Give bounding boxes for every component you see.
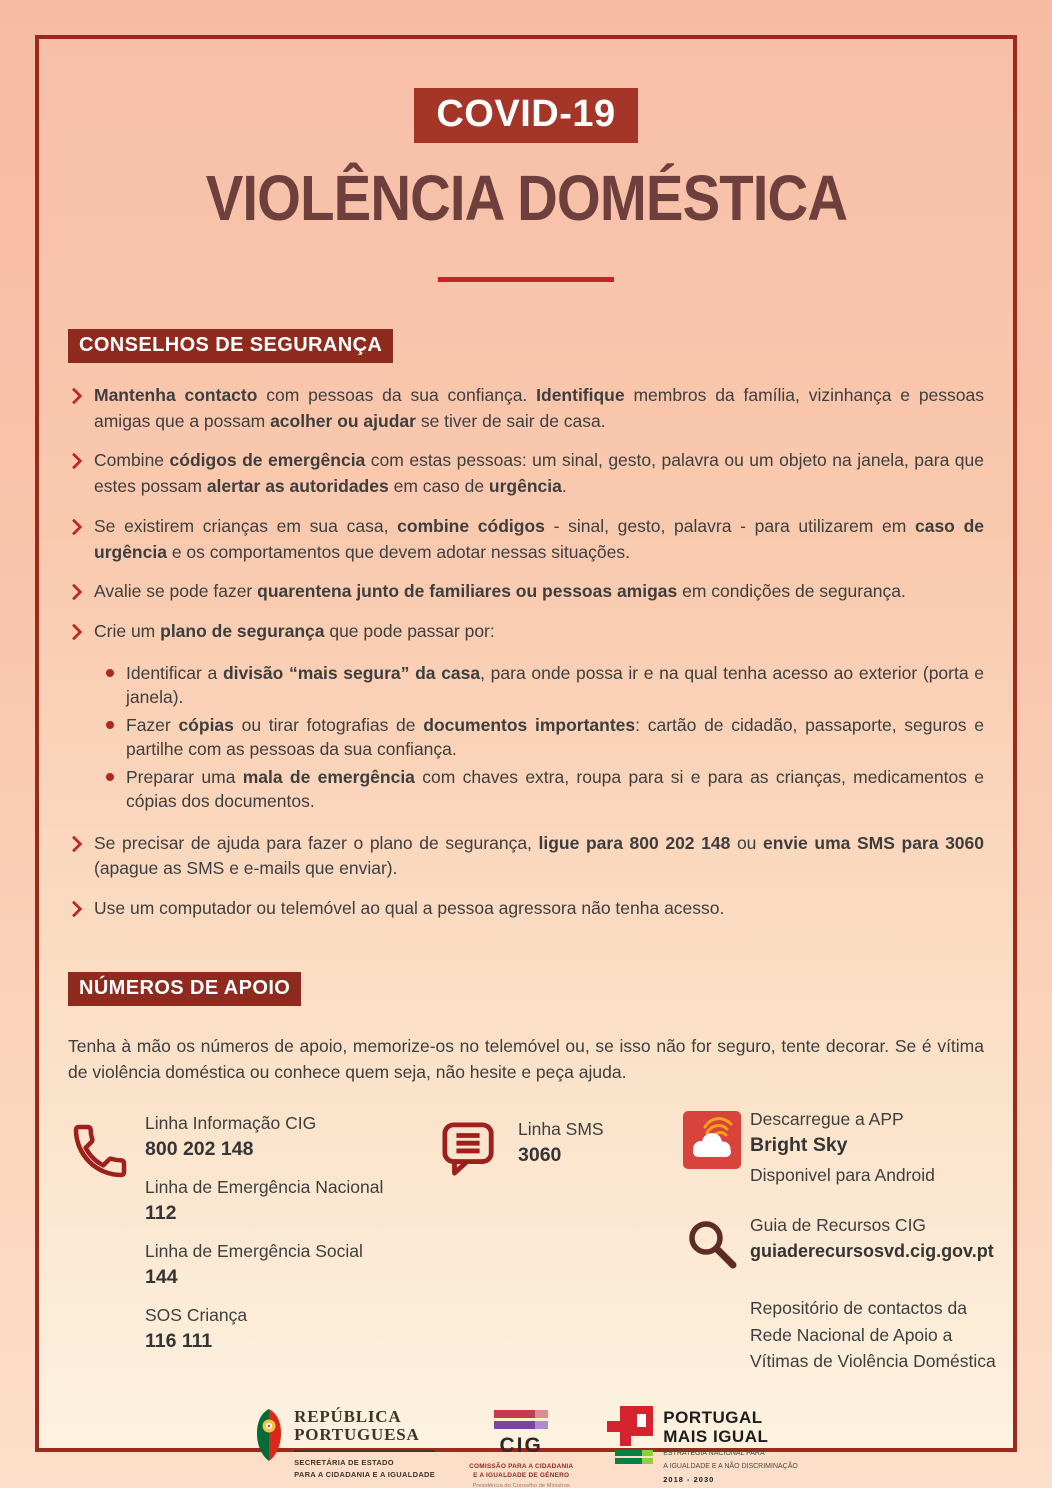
rp-rule	[294, 1450, 435, 1452]
page-title	[68, 163, 984, 251]
sms-bubble-icon	[440, 1121, 498, 1182]
pmi-sub1: ESTRATÉGIA NACIONAL PARA	[663, 1449, 765, 1457]
title-divider	[438, 277, 614, 282]
sub-bullet-text: Fazer cópias ou tirar fotografias de documentos importantes: cartão de cidadão, passaporte, seguros e partilhe com as pessoas da sua confiança.	[126, 714, 984, 760]
dot-bullet-icon	[106, 721, 114, 729]
bullet-text: Combine códigos de emergência com estas pessoas: um sinal, gesto, palavra ou um objeto na janela, para que estes possam alertar as autoridades em caso de urgência.	[94, 450, 984, 497]
rp-sub1: SECRETÁRIA DE ESTADO	[294, 1457, 394, 1467]
safety-sub-list	[94, 661, 984, 814]
phone-line-item	[145, 1113, 383, 1161]
sub-bullet-text: Preparar uma mala de emergência com chaves extra, roupa para si e para as crianças, medicamentos e cópias dos documentos.	[126, 766, 985, 812]
chevron-bullet-icon	[66, 624, 83, 641]
footer-logos	[39, 1406, 1013, 1488]
portugal-mais-igual-logo	[607, 1406, 798, 1484]
rp-sub2: PARA A CIDADANIA E A IGUALDADE	[294, 1469, 436, 1479]
chevron-bullet-icon	[66, 835, 83, 852]
poster-frame	[35, 35, 1017, 1488]
bullet-body	[94, 831, 984, 882]
pmi-name-line1: PORTUGAL	[663, 1407, 763, 1427]
dot-bullet-icon	[106, 669, 114, 677]
safety-bullet	[68, 619, 984, 817]
poster-content	[39, 88, 1013, 1488]
sms-line	[518, 1119, 604, 1167]
bullet-text: Se precisar de ajuda para fazer o plano de segurança, ligue para 800 202 148 ou envie uma SMS para 3060 (apague as SMS e e-mails que enviar).	[94, 832, 985, 879]
sub-bullet-text: Identificar a divisão “mais segura” da casa, para onde possa ir e na qual tenha acesso ao exterior (porta e janela).	[126, 662, 984, 708]
cig-bar-red	[494, 1410, 548, 1418]
dot-bullet-icon	[106, 773, 114, 781]
pmi-p-icon	[607, 1406, 653, 1469]
safety-bullet-list	[68, 383, 984, 922]
bullet-body	[94, 619, 984, 817]
portugal-flag-icon	[254, 1406, 284, 1469]
phone-lines	[145, 1113, 383, 1369]
phone-line-number: 144	[145, 1266, 178, 1289]
page-title-text: VIOLÊNCIA DOMÉSTICA	[205, 162, 847, 234]
covid-badge: COVID-19	[414, 88, 637, 143]
sms-label: Linha SMS	[518, 1119, 604, 1140]
guide-block	[750, 1215, 1012, 1374]
bright-sky-app-icon	[683, 1111, 741, 1174]
safety-sub-bullet	[106, 713, 984, 762]
search-icon	[683, 1215, 739, 1276]
app-name: Bright Sky	[750, 1134, 848, 1157]
cig-bar-purple	[494, 1421, 548, 1429]
phone-line-label: Linha Informação CIG	[145, 1113, 317, 1134]
bullet-body	[94, 896, 984, 922]
bullet-text: Mantenha contacto com pessoas da sua confiança. Identifique membros da família, vizinhança e pessoas amigas que a possam acolher ou ajudar se tiver de sair de casa.	[94, 385, 985, 431]
chevron-bullet-icon	[66, 453, 83, 470]
support-contacts	[68, 1107, 996, 1407]
section-header-support: NÚMEROS DE APOIO	[68, 972, 301, 1006]
app-line1: Descarregue a APP	[750, 1109, 904, 1130]
section-header-safety: CONSELHOS DE SEGURANÇA	[68, 329, 393, 363]
phone-line-number: 800 202 148	[145, 1138, 254, 1161]
safety-bullet	[68, 896, 984, 922]
cig-logo	[469, 1406, 573, 1488]
safety-bullet	[68, 514, 984, 565]
bullet-body	[94, 514, 984, 565]
cig-sub2: E A IGUALDADE DE GÉNERO	[473, 1472, 570, 1480]
pmi-sub2: A IGUALDADE E A NÃO DISCRIMINAÇÃO	[663, 1463, 798, 1471]
chevron-bullet-icon	[66, 584, 83, 601]
chevron-bullet-icon	[66, 901, 83, 918]
support-intro: Tenha à mão os números de apoio, memorize-os no telemóvel ou, se isso não for seguro, tente decorar. Se é vítima de violência doméstica ou conhece quem seja, não hesite e peça ajuda.	[68, 1035, 984, 1083]
phone-line-item	[145, 1177, 383, 1225]
phone-line-number: 116 111	[145, 1330, 213, 1353]
bullet-text: Use um computador ou telemóvel ao qual a pessoa agressora não tenha acesso.	[94, 898, 725, 919]
app-block	[750, 1109, 935, 1186]
safety-bullet	[68, 383, 984, 434]
safety-bullet	[68, 579, 984, 605]
rp-name-line1: REPÚBLICA	[294, 1406, 402, 1426]
bullet-body	[94, 579, 984, 605]
phone-line-label: Linha de Emergência Social	[145, 1241, 363, 1262]
rp-text	[294, 1406, 435, 1481]
pmi-years: 2018 - 2030	[663, 1474, 715, 1484]
chevron-bullet-icon	[66, 388, 83, 405]
bullet-body	[94, 383, 984, 434]
phone-line-number: 112	[145, 1202, 177, 1225]
bullet-text: Avalie se pode fazer quarentena junto de familiares ou pessoas amigas em condições de segurança.	[94, 581, 906, 602]
cig-sub1: COMISSÃO PARA A CIDADANIA	[469, 1462, 574, 1470]
bullet-body	[94, 448, 984, 499]
bullet-text: Crie um plano de segurança que pode passar por:	[94, 621, 495, 642]
safety-bullet	[68, 831, 984, 882]
sms-number: 3060	[518, 1144, 562, 1167]
rp-name-line2: PORTUGUESA	[294, 1425, 420, 1445]
safety-sub-bullet	[106, 661, 984, 710]
chevron-bullet-icon	[66, 518, 83, 535]
guide-url[interactable]: guiaderecursosvd.cig.gov.pt	[750, 1241, 994, 1262]
phone-line-label: SOS Criança	[145, 1305, 248, 1326]
bullet-text: Se existirem crianças em sua casa, combine códigos - sinal, gesto, palavra - para utilizarem em caso de urgência e os comportamentos que devem adotar nessas situações.	[94, 515, 984, 562]
cig-name: CIG	[499, 1433, 543, 1457]
pmi-text	[663, 1406, 798, 1484]
safety-sub-bullet	[106, 765, 984, 814]
republica-portuguesa-logo	[254, 1406, 435, 1481]
phone-icon	[68, 1119, 132, 1188]
guide-label: Guia de Recursos CIG	[750, 1215, 927, 1236]
cig-sub3: Presidência do Conselho de Ministros	[472, 1483, 570, 1488]
phone-line-item	[145, 1305, 383, 1353]
phone-line-label: Linha de Emergência Nacional	[145, 1177, 384, 1198]
app-availability: Disponivel para Android	[750, 1165, 935, 1186]
guide-note: Repositório de contactos da Rede Nacional de Apoio a Vítimas de Violência Doméstica	[750, 1298, 996, 1371]
pmi-name-line2: MAIS IGUAL	[663, 1426, 769, 1446]
safety-bullet	[68, 448, 984, 499]
phone-line-item	[145, 1241, 383, 1289]
